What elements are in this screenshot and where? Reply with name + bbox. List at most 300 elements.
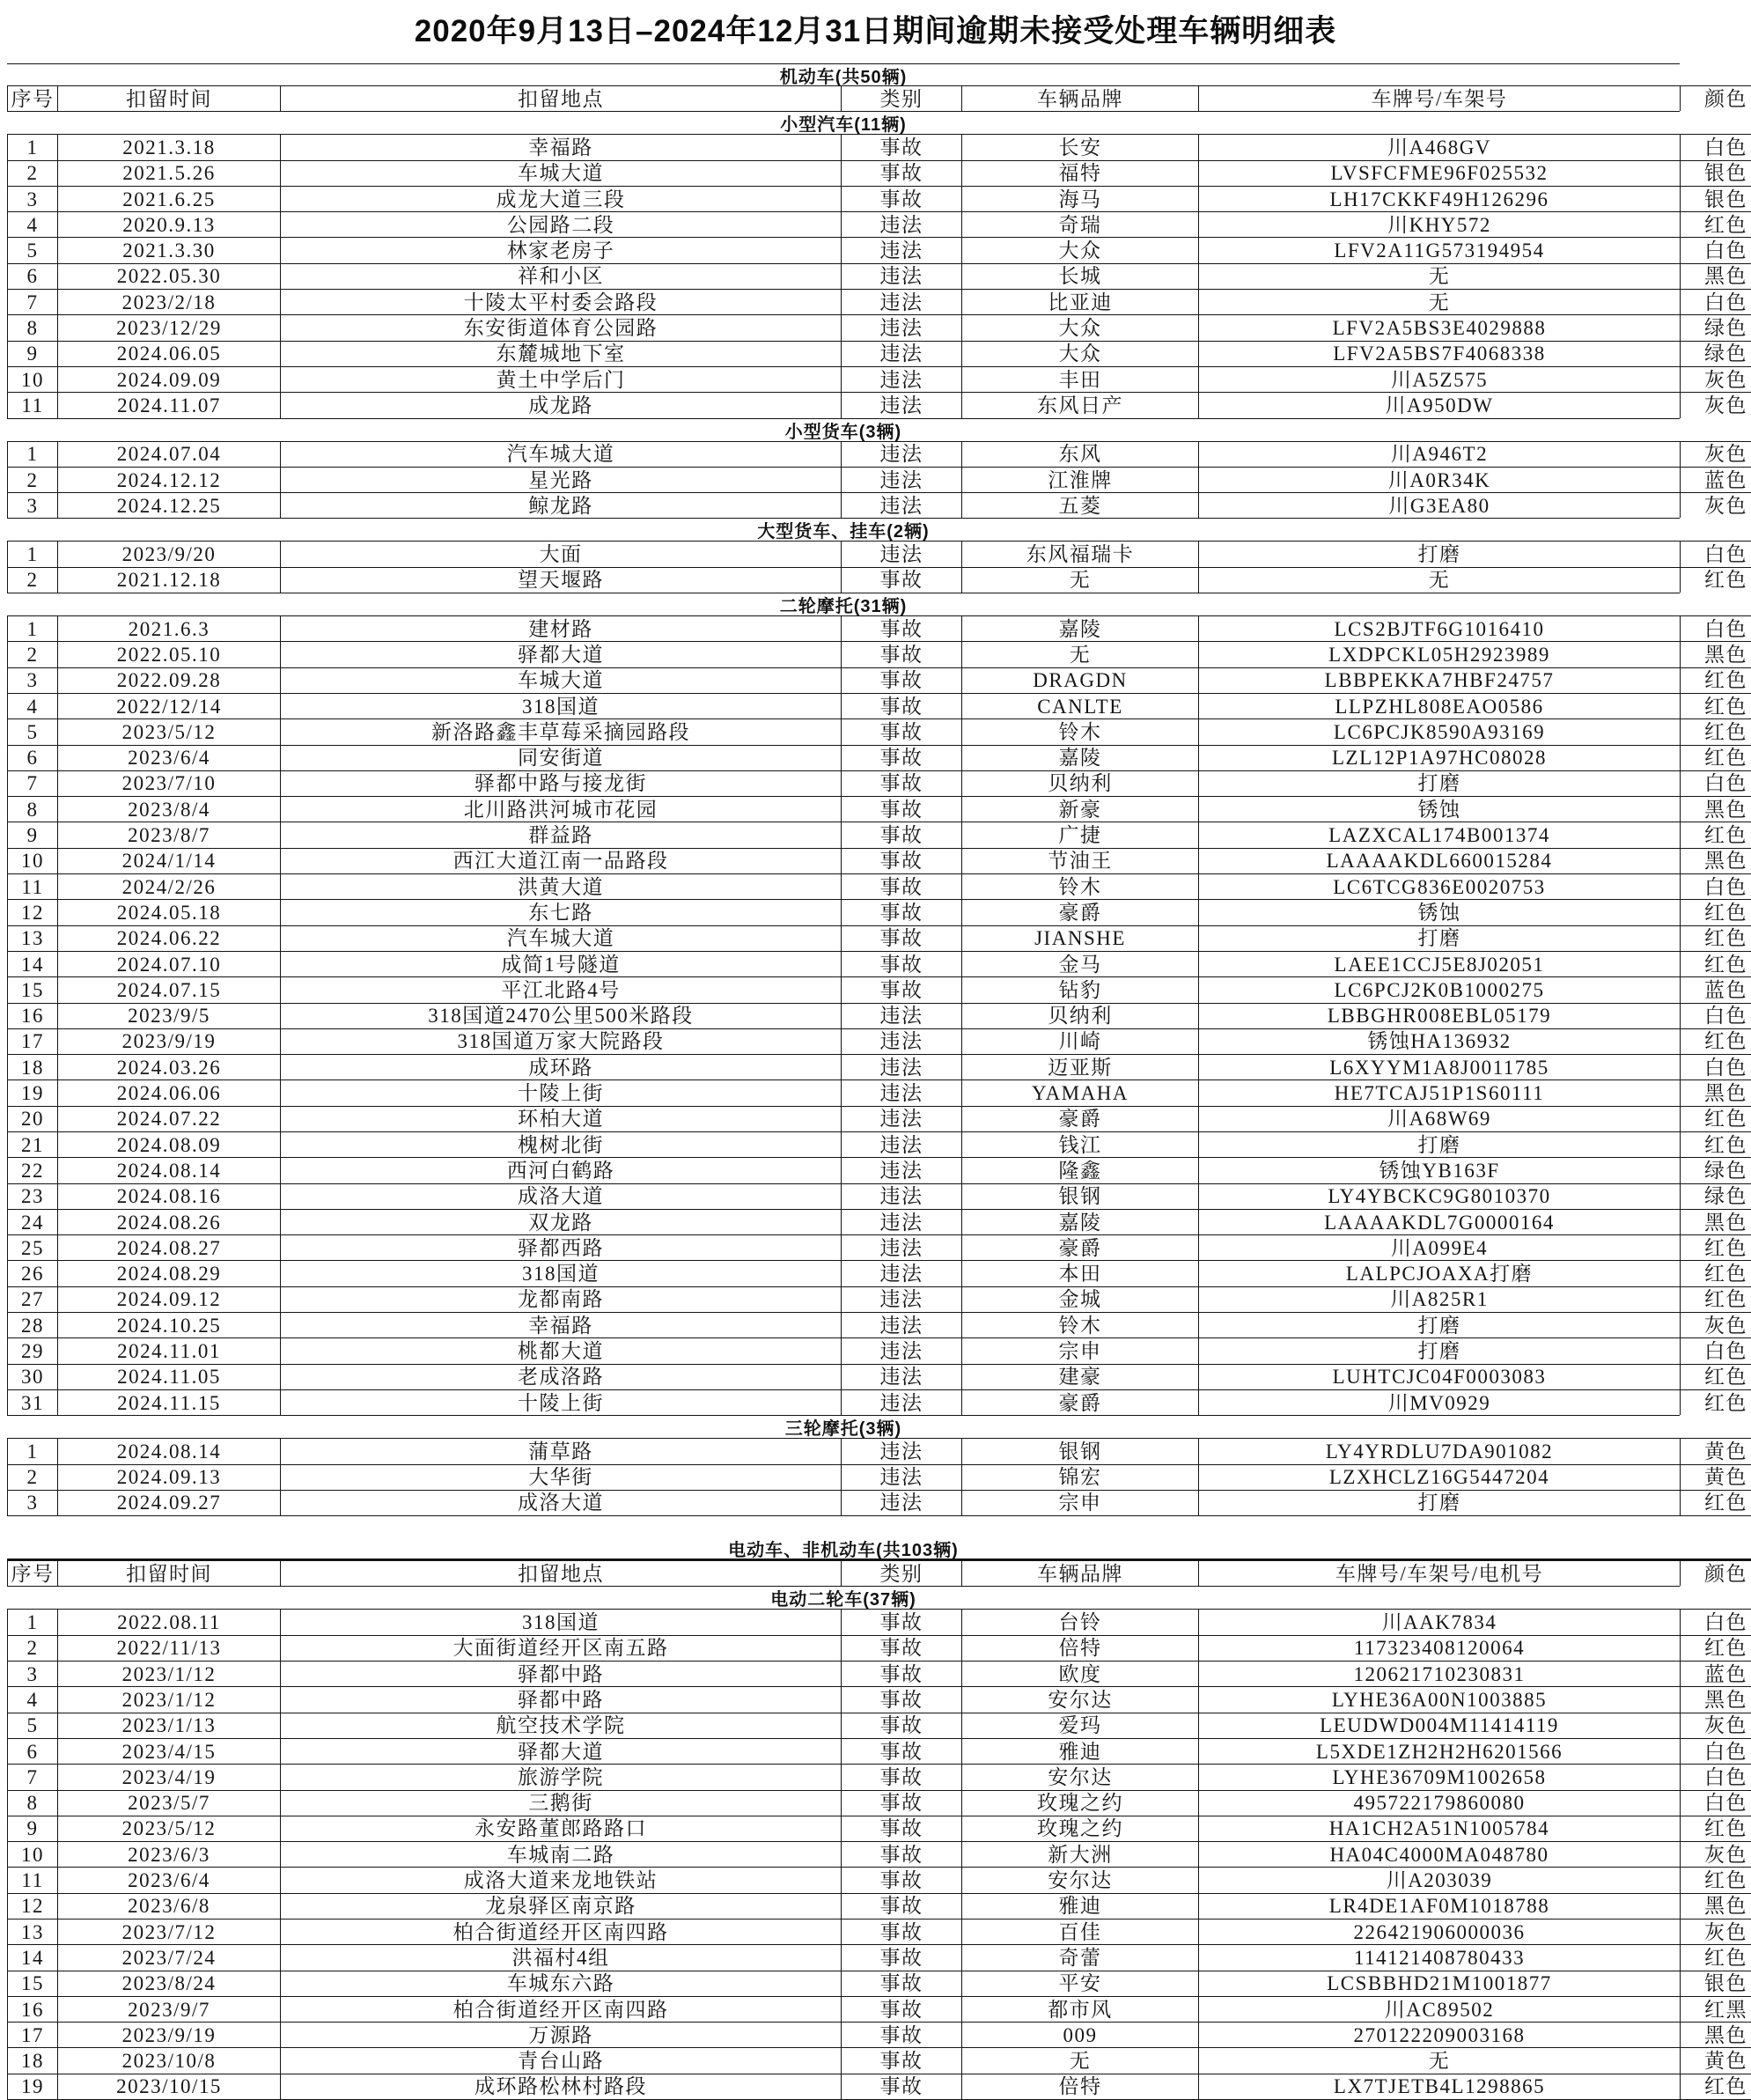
table-row — [7, 492, 1751, 518]
cell-plate: LAZXCAL174B001374 — [1198, 822, 1680, 847]
cell-brand: 川崎 — [961, 1029, 1198, 1054]
cell-category: 违法 — [841, 442, 961, 467]
cell-date: 2023/2/18 — [57, 290, 280, 314]
cell-brand: 都市风 — [961, 1997, 1198, 2022]
cell-date: 2023/9/5 — [57, 1004, 280, 1028]
cell-place: 成环路 — [280, 1055, 841, 1079]
cell-color: 白色 — [1680, 238, 1751, 262]
cell-color: 红色 — [1680, 694, 1751, 718]
cell-color: 红色 — [1680, 1261, 1751, 1286]
cell-place: 东七路 — [280, 900, 841, 925]
cell-category: 事故 — [841, 719, 961, 744]
cell-color: 红色 — [1680, 212, 1751, 237]
cell-place: 龙泉驿区南京路 — [280, 1894, 841, 1919]
cell-seq: 21 — [7, 1132, 57, 1157]
cell-place: 318国道2470公里500米路段 — [280, 1004, 841, 1028]
cell-brand: 奇蕾 — [961, 1945, 1198, 1970]
cell-category: 事故 — [841, 2074, 961, 2099]
cell-color: 绿色 — [1680, 1184, 1751, 1209]
cell-brand: 豪爵 — [961, 1107, 1198, 1131]
cell-date: 2023/9/19 — [57, 1029, 280, 1054]
cell-color: 白色 — [1680, 1765, 1751, 1789]
cell-date: 2024.09.27 — [57, 1491, 280, 1515]
cell-place: 环柏大道 — [280, 1107, 841, 1131]
cell-brand: 无 — [961, 2048, 1198, 2073]
cell-date: 2021.5.26 — [57, 161, 280, 186]
cell-color: 银色 — [1680, 187, 1751, 211]
cell-date: 2023/6/4 — [57, 1868, 280, 1892]
cell-plate: LCS2BJTF6G1016410 — [1198, 616, 1680, 641]
cell-brand: 安尔达 — [961, 1687, 1198, 1712]
cell-seq: 4 — [7, 212, 57, 237]
cell-color: 红色 — [1680, 822, 1751, 847]
cell-seq: 1 — [7, 542, 57, 566]
cell-color: 蓝色 — [1680, 977, 1751, 1002]
cell-plate: 川A68W69 — [1198, 1107, 1680, 1131]
cell-color: 黑色 — [1680, 1894, 1751, 1919]
cell-brand: 嘉陵 — [961, 1210, 1198, 1234]
cell-plate: 川A946T2 — [1198, 442, 1680, 467]
cell-seq: 19 — [7, 1080, 57, 1105]
cell-color: 红色 — [1680, 1107, 1751, 1131]
cell-date: 2023/5/7 — [57, 1791, 280, 1816]
cell-date: 2023/8/24 — [57, 1971, 280, 1996]
cell-seq: 10 — [7, 1842, 57, 1867]
cell-place: 鲸龙路 — [280, 493, 841, 518]
cell-brand: 无 — [961, 568, 1198, 593]
cell-place: 万源路 — [280, 2023, 841, 2047]
cell-date: 2023/5/12 — [57, 719, 280, 744]
cell-place: 北川路洪河城市花园 — [280, 797, 841, 822]
cell-seq: 17 — [7, 1029, 57, 1054]
section-band: 电动车、非机动车(共103辆) — [728, 1540, 959, 1560]
cell-date: 2023/7/12 — [57, 1919, 280, 1944]
cell-seq: 7 — [7, 771, 57, 796]
table-row — [7, 1635, 1751, 1661]
cell-color: 白色 — [1680, 1739, 1751, 1764]
cell-plate: LALPCJOAXA打磨 — [1198, 1261, 1680, 1286]
cell-place: 318国道万家大院路段 — [280, 1029, 841, 1054]
cell-place: 三鹅街 — [280, 1791, 841, 1816]
cell-date: 2024.11.01 — [57, 1338, 280, 1363]
cell-brand: 倍特 — [961, 2074, 1198, 2099]
table-row — [7, 186, 1751, 211]
cell-color: 绿色 — [1680, 1158, 1751, 1183]
cell-plate: LEUDWD004M11414119 — [1198, 1713, 1680, 1738]
cell-category: 事故 — [841, 694, 961, 718]
cell-category: 事故 — [841, 1791, 961, 1816]
cell-date: 2023/4/19 — [57, 1765, 280, 1789]
cell-place: 同安街道 — [280, 746, 841, 770]
cell-date: 2021.6.3 — [57, 616, 280, 641]
cell-place: 幸福路 — [280, 135, 841, 159]
cell-plate: 川A950DW — [1198, 393, 1680, 417]
cell-date: 2024.03.26 — [57, 1055, 280, 1079]
cell-color: 白色 — [1680, 874, 1751, 899]
table-row — [7, 1971, 1751, 1996]
cell-seq: 9 — [7, 342, 57, 366]
table-row — [7, 718, 1751, 744]
cell-category: 违法 — [841, 1261, 961, 1286]
cell-brand: DRAGDN — [961, 668, 1198, 693]
cell-date: 2023/6/4 — [57, 746, 280, 770]
cell-category: 事故 — [841, 797, 961, 822]
cell-category: 违法 — [841, 1465, 961, 1490]
cell-category: 违法 — [841, 1029, 961, 1054]
cell-seq: 3 — [7, 668, 57, 693]
cell-color: 红色 — [1680, 1235, 1751, 1260]
cell-category: 违法 — [841, 1235, 961, 1260]
cell-color: 灰色 — [1680, 1313, 1751, 1337]
cell-color: 蓝色 — [1680, 468, 1751, 492]
cell-plate: 打磨 — [1198, 771, 1680, 796]
cell-brand: 本田 — [961, 1261, 1198, 1286]
cell-plate: LAAAAKDL7G0000164 — [1198, 1210, 1680, 1234]
cell-category: 事故 — [841, 2048, 961, 2073]
cell-plate: 川A099E4 — [1198, 1235, 1680, 1260]
cell-plate: 锈蚀 — [1198, 797, 1680, 822]
cell-category: 事故 — [841, 1945, 961, 1970]
cell-place: 公园路二段 — [280, 212, 841, 237]
cell-brand: 嘉陵 — [961, 746, 1198, 770]
cell-plate: LAAAAKDL660015284 — [1198, 849, 1680, 873]
cell-place: 318国道 — [280, 1261, 841, 1286]
cell-category: 违法 — [841, 493, 961, 518]
cell-seq: 19 — [7, 2074, 57, 2099]
cell-color: 红色 — [1680, 1816, 1751, 1841]
table-row — [7, 263, 1751, 289]
cell-color: 红色 — [1680, 1491, 1751, 1515]
cell-category: 事故 — [841, 849, 961, 873]
cell-seq: 29 — [7, 1338, 57, 1363]
section-band: 小型货车(3辆) — [7, 418, 1680, 441]
cell-place: 洪黄大道 — [280, 874, 841, 899]
column-header-brand: 车辆品牌 — [961, 1561, 1198, 1586]
table-row — [7, 2047, 1751, 2073]
cell-date: 2023/12/29 — [57, 315, 280, 340]
cell-category: 违法 — [841, 238, 961, 262]
cell-category: 事故 — [841, 1739, 961, 1764]
cell-place: 318国道 — [280, 1610, 841, 1634]
cell-place: 群益路 — [280, 822, 841, 847]
cell-date: 2024.11.07 — [57, 393, 280, 417]
column-header-category: 类别 — [841, 86, 961, 111]
cell-category: 违法 — [841, 1055, 961, 1079]
column-header-row — [7, 85, 1751, 111]
cell-place: 洪福村4组 — [280, 1945, 841, 1970]
cell-date: 2024.09.12 — [57, 1287, 280, 1312]
table-row — [7, 615, 1751, 641]
vehicle-table-1 — [7, 63, 1751, 1516]
cell-date: 2023/7/24 — [57, 1945, 280, 1970]
cell-brand: 安尔达 — [961, 1868, 1198, 1892]
cell-color: 蓝色 — [1680, 1662, 1751, 1686]
table-row — [7, 237, 1751, 262]
cell-brand: 迈亚斯 — [961, 1055, 1198, 1079]
cell-brand: 大众 — [961, 315, 1198, 340]
cell-brand: 台铃 — [961, 1610, 1198, 1634]
cell-plate: LVSFCFME96F025532 — [1198, 161, 1680, 186]
table-row — [7, 1312, 1751, 1337]
cell-category: 事故 — [841, 1997, 961, 2022]
cell-seq: 2 — [7, 642, 57, 667]
cell-seq: 1 — [7, 616, 57, 641]
cell-date: 2024.08.27 — [57, 1235, 280, 1260]
cell-color: 红色 — [1680, 1029, 1751, 1054]
table-row — [7, 211, 1751, 237]
cell-date: 2023/9/19 — [57, 2023, 280, 2047]
table-row — [7, 1790, 1751, 1816]
cell-place: 成简1号隧道 — [280, 952, 841, 976]
table-row — [7, 693, 1751, 718]
table-row — [7, 392, 1751, 417]
cell-category: 事故 — [841, 874, 961, 899]
cell-place: 老成洛路 — [280, 1365, 841, 1389]
cell-place: 大华街 — [280, 1465, 841, 1490]
cell-seq: 8 — [7, 1791, 57, 1816]
cell-place: 十陵上街 — [280, 1080, 841, 1105]
cell-brand: 玫瑰之约 — [961, 1816, 1198, 1841]
cell-date: 2022.05.30 — [57, 264, 280, 289]
cell-seq: 5 — [7, 238, 57, 262]
cell-category: 事故 — [841, 161, 961, 186]
cell-category: 违法 — [841, 1338, 961, 1363]
table-row — [7, 1438, 1751, 1463]
cell-color: 灰色 — [1680, 493, 1751, 518]
cell-brand: 玫瑰之约 — [961, 1791, 1198, 1816]
cell-brand: 009 — [961, 2023, 1198, 2047]
cell-date: 2024.07.15 — [57, 977, 280, 1002]
cell-seq: 7 — [7, 290, 57, 314]
column-header-brand: 车辆品牌 — [961, 86, 1198, 111]
cell-date: 2024.11.15 — [57, 1390, 280, 1415]
cell-brand: 新大洲 — [961, 1842, 1198, 1867]
table-row — [7, 899, 1751, 925]
cell-brand: 隆鑫 — [961, 1158, 1198, 1183]
cell-plate: 锈蚀HA136932 — [1198, 1029, 1680, 1054]
cell-place: 汽车城大道 — [280, 442, 841, 467]
cell-category: 事故 — [841, 1765, 961, 1789]
cell-date: 2023/9/20 — [57, 542, 280, 566]
cell-brand: 欧度 — [961, 1662, 1198, 1686]
cell-plate: HA04C4000MA048780 — [1198, 1842, 1680, 1867]
cell-place: 车城南二路 — [280, 1842, 841, 1867]
cell-place: 柏合街道经开区南四路 — [280, 1919, 841, 1944]
cell-category: 事故 — [841, 822, 961, 847]
cell-seq: 13 — [7, 1919, 57, 1944]
cell-place: 成龙大道三段 — [280, 187, 841, 211]
column-header-date: 扣留时间 — [57, 1561, 280, 1586]
cell-seq: 7 — [7, 1765, 57, 1789]
cell-date: 2023/1/12 — [57, 1687, 280, 1712]
cell-seq: 2 — [7, 468, 57, 492]
cell-date: 2024.10.25 — [57, 1313, 280, 1337]
cell-plate: 川AAK7834 — [1198, 1610, 1680, 1634]
table-row — [7, 1490, 1751, 1515]
cell-category: 事故 — [841, 1842, 961, 1867]
table-row — [7, 341, 1751, 366]
cell-seq: 31 — [7, 1390, 57, 1415]
cell-plate: LFV2A5BS3E4029888 — [1198, 315, 1680, 340]
table-row — [7, 976, 1751, 1002]
cell-brand: 安尔达 — [961, 1765, 1198, 1789]
cell-date: 2024.12.12 — [57, 468, 280, 492]
cell-color: 银色 — [1680, 1971, 1751, 1996]
cell-place: 永安路董郎路路口 — [280, 1816, 841, 1841]
cell-date: 2022.05.10 — [57, 642, 280, 667]
cell-plate: 270122209003168 — [1198, 2023, 1680, 2047]
table-row — [7, 667, 1751, 693]
cell-seq: 3 — [7, 1662, 57, 1686]
cell-color: 红色 — [1680, 1132, 1751, 1157]
cell-brand: 倍特 — [961, 1636, 1198, 1661]
cell-seq: 6 — [7, 746, 57, 770]
cell-brand: CANLTE — [961, 694, 1198, 718]
cell-date: 2024/1/14 — [57, 849, 280, 873]
cell-place: 黄土中学后门 — [280, 367, 841, 392]
cell-seq: 5 — [7, 719, 57, 744]
cell-brand: 雅迪 — [961, 1739, 1198, 1764]
cell-category: 违法 — [841, 290, 961, 314]
cell-seq: 12 — [7, 900, 57, 925]
cell-seq: 16 — [7, 1997, 57, 2022]
table-row — [7, 822, 1751, 847]
cell-plate: LCSBBHD21M1001877 — [1198, 1971, 1680, 1996]
cell-category: 事故 — [841, 1919, 961, 1944]
table-row — [7, 1183, 1751, 1209]
cell-date: 2024.08.14 — [57, 1158, 280, 1183]
cell-plate: 川A0R34K — [1198, 468, 1680, 492]
cell-seq: 22 — [7, 1158, 57, 1183]
cell-category: 违法 — [841, 1080, 961, 1105]
cell-place: 东安街道体育公园路 — [280, 315, 841, 340]
cell-brand: 江淮牌 — [961, 468, 1198, 492]
cell-color: 灰色 — [1680, 1919, 1751, 1944]
cell-plate: LH17CKKF49H126296 — [1198, 187, 1680, 211]
cell-seq: 15 — [7, 977, 57, 1002]
cell-category: 违法 — [841, 1158, 961, 1183]
cell-color: 红黑 — [1680, 1997, 1751, 2022]
cell-plate: HE7TCAJ51P1S60111 — [1198, 1080, 1680, 1105]
column-header-place: 扣留地点 — [280, 86, 841, 111]
cell-plate: 川G3EA80 — [1198, 493, 1680, 518]
cell-seq: 27 — [7, 1287, 57, 1312]
cell-date: 2023/8/4 — [57, 797, 280, 822]
column-header-seq: 序号 — [7, 86, 57, 111]
cell-plate: 打磨 — [1198, 1491, 1680, 1515]
cell-date: 2024/2/26 — [57, 874, 280, 899]
cell-color: 灰色 — [1680, 1842, 1751, 1867]
section-band: 电动二轮车(37辆) — [7, 1586, 1680, 1609]
cell-brand: 新豪 — [961, 797, 1198, 822]
cell-brand: 金城 — [961, 1287, 1198, 1312]
cell-plate: 川A5Z575 — [1198, 367, 1680, 392]
cell-brand: 大众 — [961, 342, 1198, 366]
cell-plate: 川A203039 — [1198, 1868, 1680, 1892]
cell-category: 事故 — [841, 1894, 961, 1919]
cell-category: 事故 — [841, 1636, 961, 1661]
cell-brand: 贝纳利 — [961, 1004, 1198, 1028]
cell-date: 2024.09.09 — [57, 367, 280, 392]
cell-plate: LLPZHL808EAO0586 — [1198, 694, 1680, 718]
cell-brand: 平安 — [961, 1971, 1198, 1996]
table-row — [7, 951, 1751, 976]
cell-plate: HA1CH2A51N1005784 — [1198, 1816, 1680, 1841]
cell-seq: 4 — [7, 1687, 57, 1712]
cell-date: 2023/8/7 — [57, 822, 280, 847]
cell-seq: 13 — [7, 926, 57, 951]
cell-category: 事故 — [841, 900, 961, 925]
table-row — [7, 1713, 1751, 1738]
cell-category: 违法 — [841, 1491, 961, 1515]
cell-color: 黑色 — [1680, 642, 1751, 667]
cell-color: 白色 — [1680, 1610, 1751, 1634]
cell-place: 望天堰路 — [280, 568, 841, 593]
cell-category: 事故 — [841, 952, 961, 976]
cell-brand: 豪爵 — [961, 900, 1198, 925]
tables-container — [0, 63, 1751, 2100]
cell-brand: 节油王 — [961, 849, 1198, 873]
table-row — [7, 314, 1751, 340]
cell-plate: 川A825R1 — [1198, 1287, 1680, 1312]
cell-category: 事故 — [841, 746, 961, 770]
cell-color: 白色 — [1680, 1791, 1751, 1816]
cell-category: 事故 — [841, 1816, 961, 1841]
cell-date: 2023/10/15 — [57, 2074, 280, 2099]
cell-color: 白色 — [1680, 1004, 1751, 1028]
cell-seq: 4 — [7, 694, 57, 718]
cell-brand: 长城 — [961, 264, 1198, 289]
cell-plate: LXDPCKL05H2923989 — [1198, 642, 1680, 667]
table-row — [7, 1364, 1751, 1389]
cell-color: 黑色 — [1680, 264, 1751, 289]
cell-plate: LAEE1CCJ5E8J02051 — [1198, 952, 1680, 976]
section-band: 机动车(共50辆) — [7, 63, 1680, 85]
cell-color: 红色 — [1680, 1945, 1751, 1970]
cell-seq: 28 — [7, 1313, 57, 1337]
cell-plate: 锈蚀YB163F — [1198, 1158, 1680, 1183]
cell-category: 违法 — [841, 1287, 961, 1312]
cell-color: 绿色 — [1680, 342, 1751, 366]
cell-category: 事故 — [841, 2023, 961, 2047]
table-row — [7, 641, 1751, 667]
cell-color: 黄色 — [1680, 1465, 1751, 1490]
cell-plate: LUHTCJC04F0003083 — [1198, 1365, 1680, 1389]
page-title: 2020年9月13日–2024年12月31日期间逾期未接受处理车辆明细表 — [414, 14, 1337, 48]
cell-brand: 五菱 — [961, 493, 1198, 518]
cell-seq: 3 — [7, 187, 57, 211]
cell-color: 白色 — [1680, 135, 1751, 159]
cell-place: 西河白鹤路 — [280, 1158, 841, 1183]
table-row — [7, 770, 1751, 796]
cell-brand: 海马 — [961, 187, 1198, 211]
column-header-plate: 车牌号/车架号/电机号 — [1198, 1561, 1680, 1586]
cell-seq: 2 — [7, 568, 57, 593]
table-row — [7, 1286, 1751, 1312]
cell-place: 新洛路鑫丰草莓采摘园路段 — [280, 719, 841, 744]
cell-category: 事故 — [841, 135, 961, 159]
cell-color: 黑色 — [1680, 797, 1751, 822]
table-row — [7, 467, 1751, 492]
cell-brand: 东风福瑞卡 — [961, 542, 1198, 566]
cell-date: 2024.05.18 — [57, 900, 280, 925]
cell-place: 车城大道 — [280, 668, 841, 693]
cell-date: 2024.11.05 — [57, 1365, 280, 1389]
table-row — [7, 1764, 1751, 1789]
cell-place: 车城东六路 — [280, 1971, 841, 1996]
cell-plate: L5XDE1ZH2H2H6201566 — [1198, 1739, 1680, 1764]
cell-brand: 东风日产 — [961, 393, 1198, 417]
